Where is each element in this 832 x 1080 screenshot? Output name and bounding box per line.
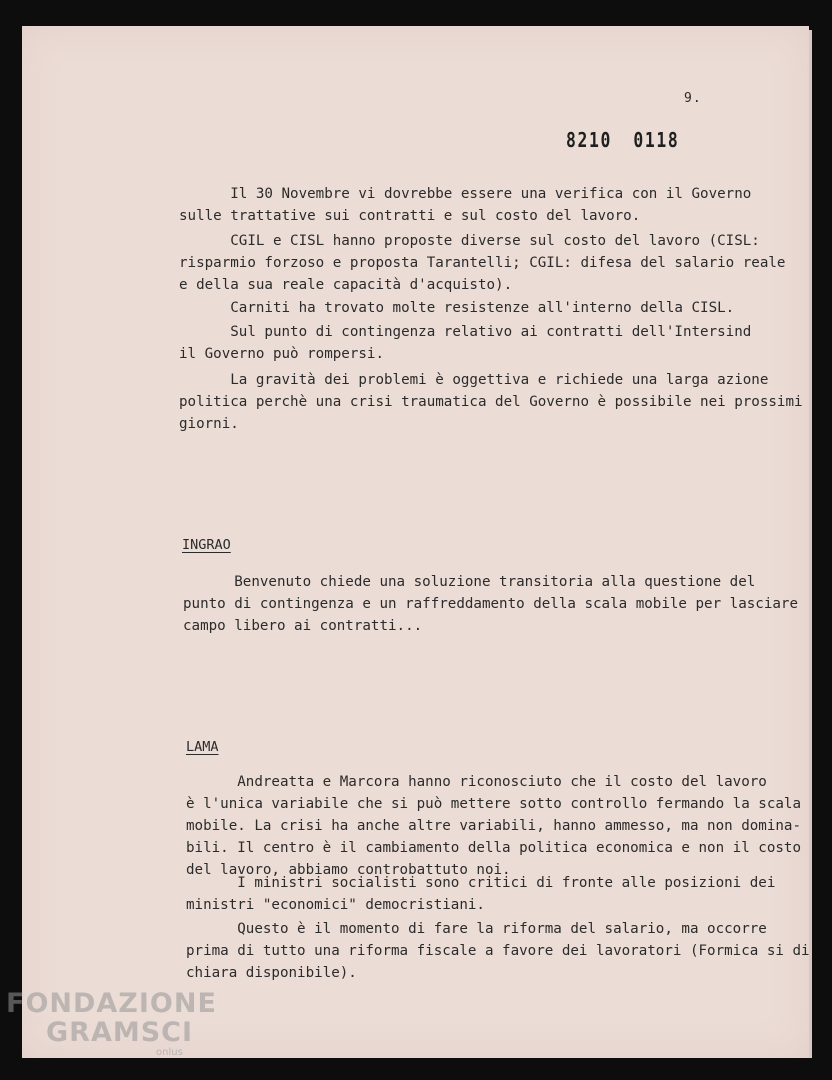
paragraph-carniti: Carniti ha trovato molte resistenze all'interno della CISL. — [179, 300, 735, 316]
paragraph-lama-3: Questo è il momento di fare la riforma del salario, ma occorre prima di tutto una riforma fiscale a favore dei lavoratori (Formica si di chiara disponibile). — [186, 921, 810, 981]
watermark-line-3: onlus — [156, 1047, 183, 1058]
paragraph-contingenza: Sul punto di contingenza relativo ai contratti dell'Intersind il Governo può rompersi. — [179, 324, 752, 362]
paragraph-lama-1: Andreatta e Marcora hanno riconosciuto che il costo del lavoro è l'unica variabile che si può mettere sotto controllo fermando la scala mobile. La crisi ha anche altre variabili, hanno ammesso, ma non domina- bili. Il centro è il cambiamento della politica economica e non il costo del lavoro, abbiamo controbattuto noi. — [186, 774, 801, 878]
paragraph-lama-2: I ministri socialisti sono critici di fronte alle posizioni dei ministri "economici" democristiani. — [186, 875, 776, 913]
archive-stamp — [566, 128, 679, 152]
watermark-line-1: FONDAZIONE — [6, 988, 217, 1019]
stamp-part-1: 8210 — [566, 128, 613, 152]
fondazione-gramsci-watermark — [6, 988, 217, 1058]
paragraph-cgil-cisl: CGIL e CISL hanno proposte diverse sul costo del lavoro (CISL: risparmio forzoso e proposta Tarantelli; CGIL: difesa del salario reale e della sua reale capacità d'acquisto). — [179, 233, 786, 293]
paragraph-verifica: Il 30 Novembre vi dovrebbe essere una verifica con il Governo sulle trattative sui contratti e sul costo del lavoro. — [179, 186, 752, 224]
heading-ingrao: INGRAO — [182, 537, 231, 553]
page-number: 9. — [684, 91, 702, 106]
stamp-part-2: 0118 — [633, 128, 680, 152]
heading-lama: LAMA — [186, 739, 219, 755]
watermark-line-2: GRAMSCI — [46, 1017, 194, 1048]
page-edge — [809, 30, 812, 1058]
paragraph-ingrao: Benvenuto chiede una soluzione transitoria alla questione del punto di contingenza e un raffreddamento della scala mobile per lasciare campo libero ai contratti... — [183, 574, 798, 634]
paragraph-gravita: La gravità dei problemi è oggettiva e richiede una larga azione politica perchè una crisi traumatica del Governo è possibile nei prossimi giorni. — [179, 372, 803, 432]
